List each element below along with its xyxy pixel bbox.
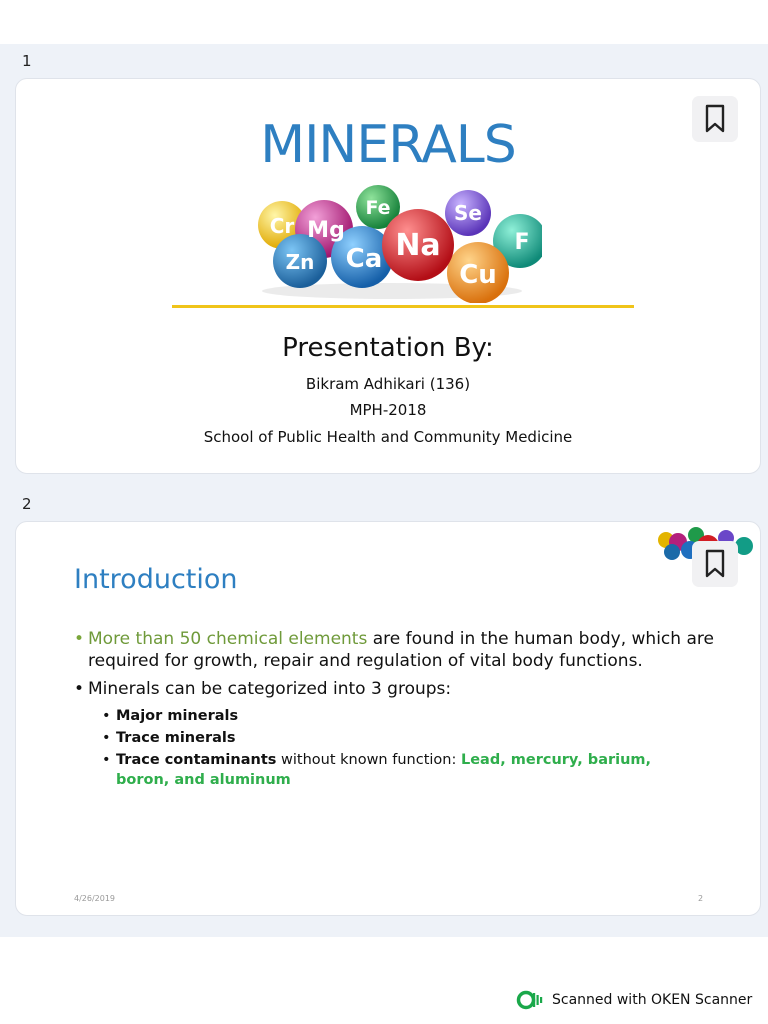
- bullet-text: are found in the human body, which are required for growth, repair and regulation of vital body functions.: [88, 629, 714, 671]
- contaminants-list: Lead, mercury, barium, boron, and aluminum: [116, 752, 652, 788]
- bullet-text: Minerals can be categorized into 3 groups:: [88, 679, 452, 699]
- slide-footer-date: 4/26/2019: [74, 894, 116, 903]
- sub-bullet-text: without known function:: [276, 752, 461, 768]
- ball-label: Na: [395, 228, 441, 263]
- ball-label: Zn: [285, 250, 315, 274]
- mineral-balls-image: [242, 183, 542, 303]
- slide-title: MINERALS: [260, 115, 516, 175]
- program-label: MPH-2018: [349, 401, 427, 419]
- bullet-item: [74, 628, 724, 672]
- ball-label: Cr: [269, 214, 295, 238]
- watermark-text: Scanned with OKEN Scanner: [552, 992, 753, 1008]
- highlight-text: More than 50 chemical elements: [88, 629, 368, 649]
- sub-bullet-text: Trace minerals: [116, 730, 236, 746]
- slide-title: Introduction: [74, 564, 238, 595]
- presentation-heading: Presentation By:: [282, 333, 494, 363]
- ball-label: Fe: [365, 197, 391, 219]
- bullet-item: [74, 678, 724, 700]
- slide-1[interactable]: [15, 78, 761, 474]
- sub-bullet-item: [102, 750, 656, 790]
- bookmark-button-2[interactable]: [692, 541, 738, 587]
- ball-label: Mg: [307, 218, 345, 243]
- ball-label: Cu: [459, 260, 497, 290]
- bookmark-icon: [704, 549, 726, 579]
- ball-label: Se: [454, 201, 482, 225]
- bullet-list: [74, 628, 724, 790]
- slide-2[interactable]: [15, 521, 761, 916]
- slide-footer-number: 2: [698, 894, 704, 903]
- author-name: Bikram Adhikari (136): [305, 375, 471, 393]
- ball-label: Ca: [345, 244, 383, 274]
- sub-bullet-item: [102, 728, 724, 748]
- oken-logo-icon: [516, 990, 544, 1010]
- divider-line: [172, 305, 634, 308]
- sub-bullet-text: Trace contaminants: [116, 752, 277, 768]
- school-name: School of Public Health and Community Medicine: [203, 428, 573, 446]
- sub-bullet-item: [102, 706, 724, 726]
- page-number-2: 2: [22, 495, 32, 513]
- scanner-watermark: [516, 988, 752, 1012]
- sub-bullet-text: Major minerals: [116, 708, 239, 724]
- page-number-1: 1: [22, 52, 32, 70]
- ball-label: F: [514, 230, 530, 255]
- document-viewer[interactable]: [0, 44, 768, 937]
